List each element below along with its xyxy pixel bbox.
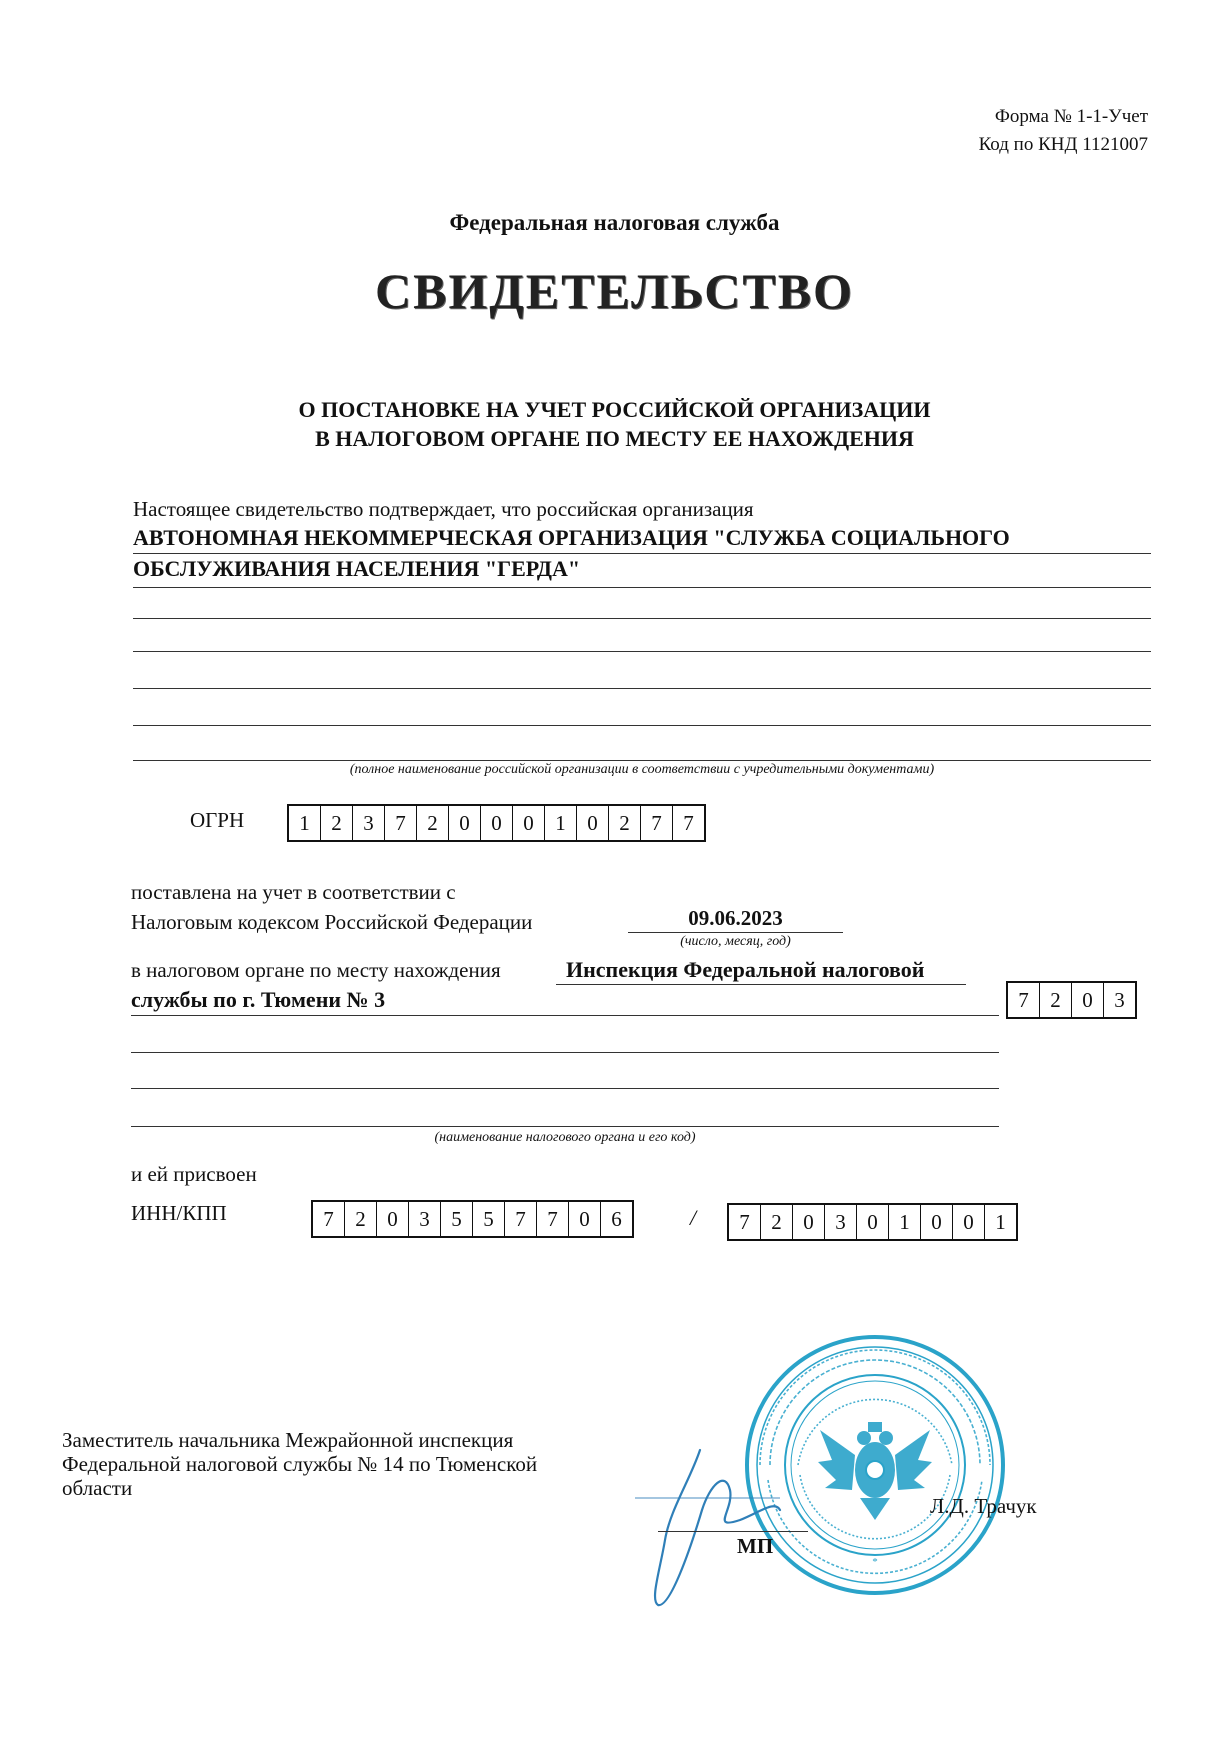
inn-digit: 5 [441,1202,473,1236]
subtitle-line-1: О ПОСТАНОВКЕ НА УЧЕТ РОССИЙСКОЙ ОРГАНИЗАЦИИ [298,397,931,422]
ogrn-digit: 1 [545,806,577,840]
inn-digit: 0 [377,1202,409,1236]
document-title: СВИДЕТЕЛЬСТВО [375,263,854,319]
intro-text: Настоящее свидетельство подтверждает, что российская организация [133,497,754,521]
inn-digit: 7 [537,1202,569,1236]
inn-digit: 7 [313,1202,345,1236]
name-underline-7 [133,760,1151,761]
kpp-digit: 1 [995,1209,1006,1234]
kpp-digit: 0 [953,1205,985,1239]
organization-name-line-2: ОБСЛУЖИВАНИЯ НАСЕЛЕНИЯ "ГЕРДА" [133,556,581,581]
inn-digit: 3 [409,1202,441,1236]
subtitle-line-2: В НАЛОГОВОМ ОРГАНЕ ПО МЕСТУ ЕЕ НАХОЖДЕНИЯ [315,426,914,451]
name-underline-4 [133,651,1151,652]
registration-text-1: поставлена на учет в соответствии с [131,880,456,904]
inn-digit: 5 [473,1202,505,1236]
ogrn-digit: 2 [417,806,449,840]
tax-authority-hint: (наименование налогового органа и его код) [434,1130,696,1145]
signatory-name: Л.Д. Трачук [930,1494,1037,1518]
registration-date: 09.06.2023 [688,906,783,930]
kpp-digit: 0 [921,1205,953,1239]
ogrn-digit: 2 [609,806,641,840]
ogrn-cells [287,804,706,842]
inn-digit: 7 [505,1202,537,1236]
assigned-text: и ей присвоен [131,1162,257,1186]
date-underline [628,932,843,933]
name-underline-2 [133,587,1151,588]
svg-text:*: * [872,1556,878,1568]
stamp-place-label: МП [737,1534,774,1558]
date-hint: (число, месяц, год) [680,934,791,949]
inn-digit: 6 [611,1206,622,1231]
signatory-position-line-1: Заместитель начальника Межрайонной инспекция [62,1428,514,1452]
kpp-digit: 1 [889,1205,921,1239]
organization-name-line-1: АВТОНОМНАЯ НЕКОММЕРЧЕСКАЯ ОРГАНИЗАЦИЯ "СЛУЖБА СОЦИАЛЬНОГО [133,525,1010,550]
inn-digit: 2 [345,1202,377,1236]
tax-authority-underline-1 [556,984,966,985]
kpp-digit: 3 [825,1205,857,1239]
kpp-cells [727,1203,1018,1241]
name-underline-6 [133,725,1151,726]
organization-name-hint: (полное наименование российской организации в соответствии с учредительными документами) [349,762,935,777]
tax-authority-underline-5 [131,1126,999,1127]
inn-kpp-label: ИНН/КПП [131,1201,227,1225]
tax-authority-underline-4 [131,1088,999,1089]
tax-code-digit: 3 [1114,987,1125,1012]
ogrn-digit: 1 [289,806,321,840]
agency-name: Федеральная налоговая служба [449,210,780,235]
kpp-digit: 0 [793,1205,825,1239]
kpp-digit: 7 [729,1205,761,1239]
ogrn-digit: 0 [481,806,513,840]
tax-authority-underline-3 [131,1052,999,1053]
ogrn-digit: 0 [577,806,609,840]
registration-text-2: Налоговым кодексом Российской Федерации [131,910,533,934]
tax-authority-name-line-1: Инспекция Федеральной налоговой [566,957,925,982]
ogrn-digit: 7 [641,806,673,840]
signature-line [658,1531,808,1532]
kpp-digit: 0 [857,1205,889,1239]
signatory-position-line-2: Федеральной налоговой службы № 14 по Тюменской [62,1452,538,1476]
name-underline-3 [133,618,1151,619]
tax-code-digit: 2 [1040,983,1072,1017]
name-underline-5 [133,688,1151,689]
tax-authority-code-cells [1006,981,1137,1019]
knd-code: Код по КНД 1121007 [978,134,1148,155]
name-underline-1 [133,553,1151,554]
form-number: Форма № 1-1-Учет [994,106,1148,127]
ogrn-digit: 0 [449,806,481,840]
ogrn-label: ОГРН [190,808,245,832]
tax-authority-intro: в налоговом органе по месту нахождения [131,958,501,982]
inn-kpp-separator: / [690,1205,697,1230]
tax-code-digit: 0 [1072,983,1104,1017]
ogrn-digit: 7 [385,806,417,840]
inn-digit: 0 [569,1202,601,1236]
signatory-position-line-3: области [62,1476,133,1500]
ogrn-digit: 0 [513,806,545,840]
signature [630,1440,790,1610]
tax-authority-underline-2 [131,1015,999,1016]
ogrn-digit: 7 [683,810,694,835]
inn-cells [311,1200,634,1238]
ogrn-digit: 2 [321,806,353,840]
kpp-digit: 2 [761,1205,793,1239]
tax-authority-name-line-2: службы по г. Тюмени № 3 [131,987,386,1012]
ogrn-digit: 3 [353,806,385,840]
tax-code-digit: 7 [1008,983,1040,1017]
